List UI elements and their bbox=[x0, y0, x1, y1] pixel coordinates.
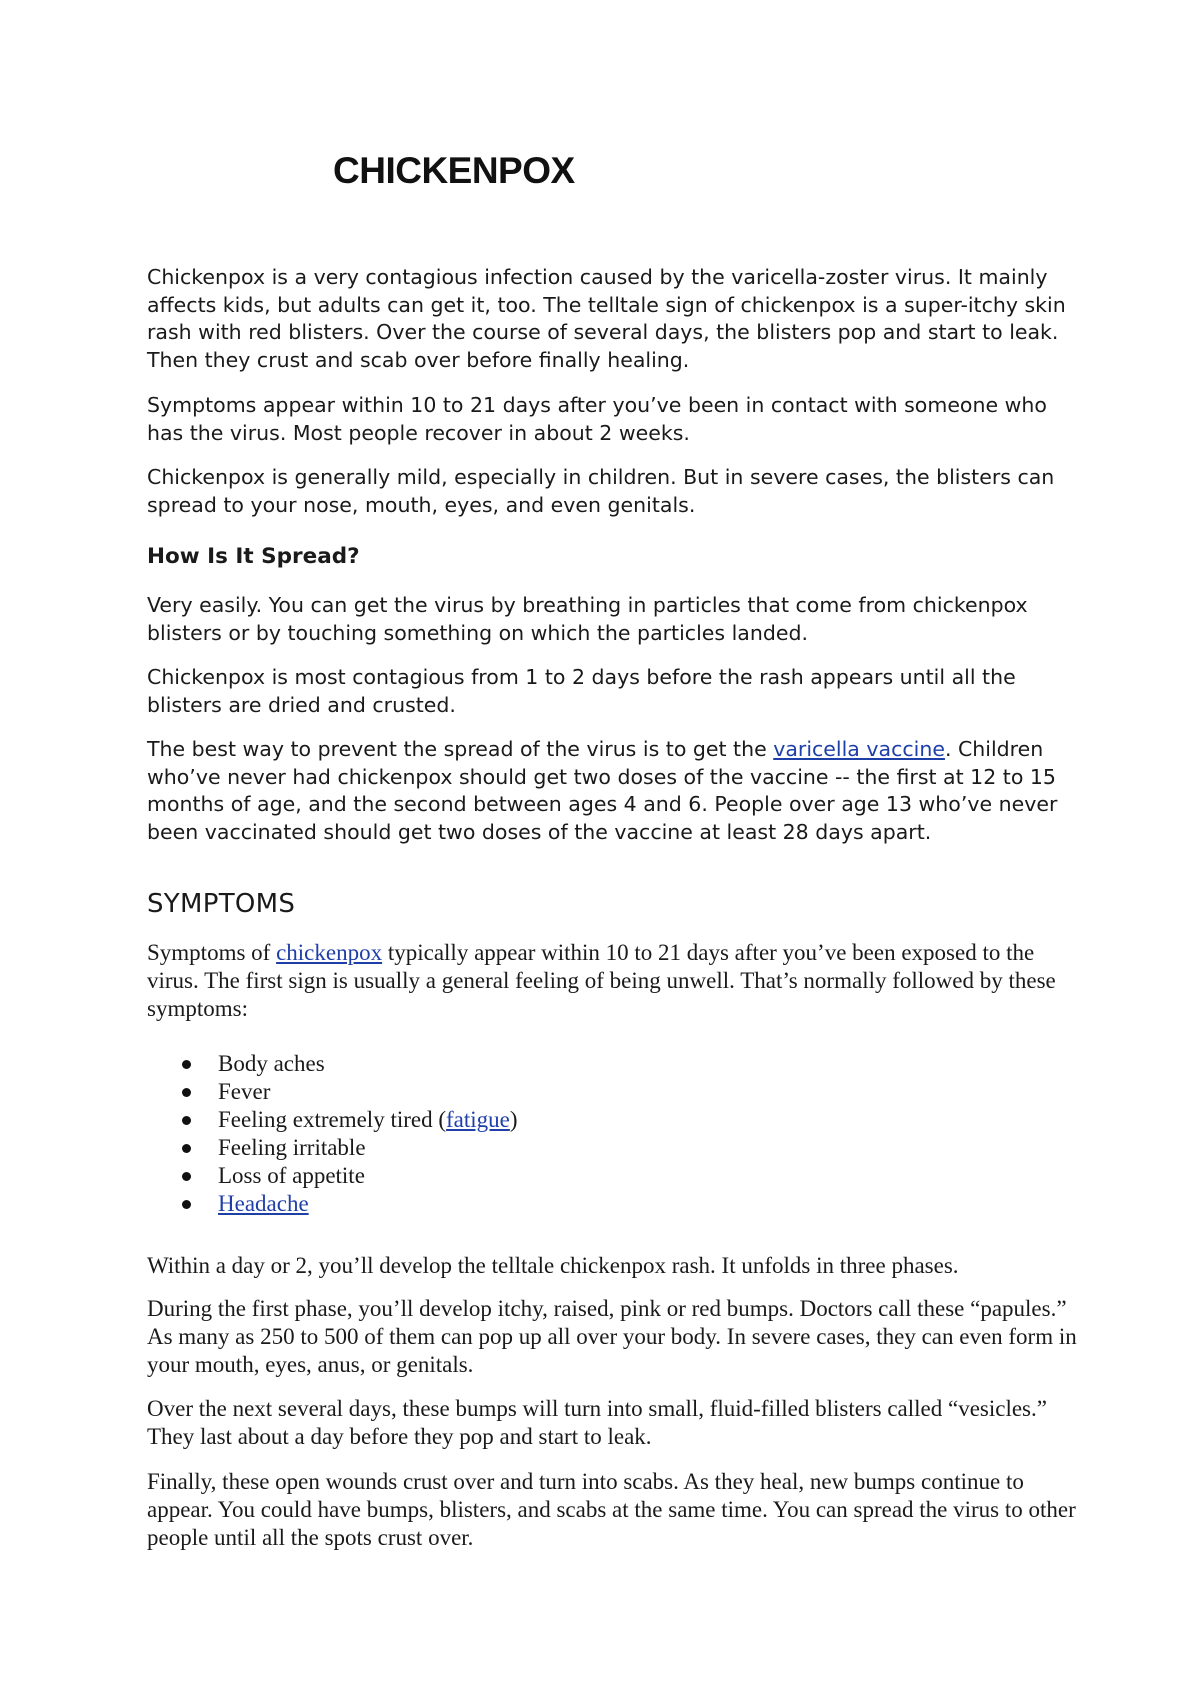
symptom-appetite: Loss of appetite bbox=[218, 1163, 365, 1188]
document-title: CHICKENPOX bbox=[333, 150, 575, 191]
spread-p3-text-after: . Children who’ve never had chickenpox should get two doses of the vaccine -- the first at 12 to 15 months of age, and the second between ages 4 and 6. People over age 13 who’ve never been vaccinated should get two doses of the vaccine at least 28 days apart. bbox=[147, 737, 1058, 844]
chickenpox-link[interactable]: chickenpox bbox=[276, 940, 383, 965]
symptoms-intro-before: Symptoms of bbox=[147, 940, 277, 965]
rash-paragraph: Within a day or 2, you’ll develop the telltale chickenpox rash. It unfolds in three phases. bbox=[147, 1253, 959, 1278]
symptoms-intro-after: typically appear within 10 to 21 days after you’ve been exposed to the virus. The first sign is usually a general feeling of being unwell. That’s normally followed by these symptoms: bbox=[147, 940, 1056, 1021]
list-item bbox=[147, 1078, 518, 1106]
spread-paragraph-2: Chickenpox is most contagious from 1 to 2 days before the rash appears until all the blisters are dried and crusted. bbox=[147, 665, 1016, 717]
list-item bbox=[147, 1106, 518, 1134]
list-item bbox=[147, 1134, 518, 1162]
headache-link[interactable]: Headache bbox=[218, 1191, 309, 1216]
list-item bbox=[147, 1162, 518, 1190]
phase-2-paragraph: Over the next several days, these bumps will turn into small, fluid-filled blisters called “vesicles.” They last about a day before they pop and start to leak. bbox=[147, 1396, 1047, 1449]
bullet-icon bbox=[182, 1200, 191, 1209]
symptoms-intro-paragraph bbox=[147, 939, 1077, 1023]
bullet-icon bbox=[182, 1060, 191, 1069]
list-item bbox=[147, 1190, 518, 1218]
spread-heading: How Is It Spread? bbox=[147, 544, 360, 569]
bullet-icon bbox=[182, 1116, 191, 1125]
symptoms-heading: SYMPTOMS bbox=[147, 889, 296, 919]
phase-1-paragraph: During the first phase, you’ll develop itchy, raised, pink or red bumps. Doctors call these “papules.” As many as 250 to 500 of them can pop up all over your body. In severe cases, they can even form in your mouth, eyes, anus, or genitals. bbox=[147, 1296, 1077, 1377]
symptom-tired-before: Feeling extremely tired ( bbox=[218, 1107, 447, 1132]
symptoms-list bbox=[147, 1050, 518, 1218]
fatigue-link[interactable]: fatigue bbox=[446, 1107, 510, 1132]
intro-paragraph-3: Chickenpox is generally mild, especially in children. But in severe cases, the blisters can spread to your nose, mouth, eyes, and even genitals. bbox=[147, 465, 1055, 517]
symptom-tired-after: ) bbox=[509, 1107, 518, 1132]
phase-3-paragraph: Finally, these open wounds crust over and turn into scabs. As they heal, new bumps continue to appear. You could have bumps, blisters, and scabs at the same time. You can spread the virus to other people until all the spots crust over. bbox=[147, 1469, 1076, 1550]
spread-paragraph-1: Very easily. You can get the virus by breathing in particles that come from chickenpox blisters or by touching something on which the particles landed. bbox=[147, 593, 1028, 645]
bullet-icon bbox=[182, 1088, 191, 1097]
bullet-icon bbox=[182, 1172, 191, 1181]
symptom-fever: Fever bbox=[218, 1079, 271, 1104]
list-item bbox=[147, 1050, 518, 1078]
intro-paragraph-1: Chickenpox is a very contagious infection caused by the varicella-zoster virus. It mainly affects kids, but adults can get it, too. The telltale sign of chickenpox is a super-itchy skin rash with red blisters. Over the course of several days, the blisters pop and start to leak. Then they crust and scab over before finally healing. bbox=[147, 265, 1066, 372]
varicella-vaccine-link[interactable]: varicella vaccine bbox=[773, 737, 945, 761]
spread-p3-text-before: The best way to prevent the spread of the virus is to get the bbox=[147, 737, 774, 761]
intro-paragraph-2: Symptoms appear within 10 to 21 days after you’ve been in contact with someone who has the virus. Most people recover in about 2 weeks. bbox=[147, 393, 1047, 445]
symptom-irritable: Feeling irritable bbox=[218, 1135, 366, 1160]
spread-paragraph-3 bbox=[147, 736, 1077, 846]
bullet-icon bbox=[182, 1144, 191, 1153]
symptom-body-aches: Body aches bbox=[218, 1051, 325, 1076]
